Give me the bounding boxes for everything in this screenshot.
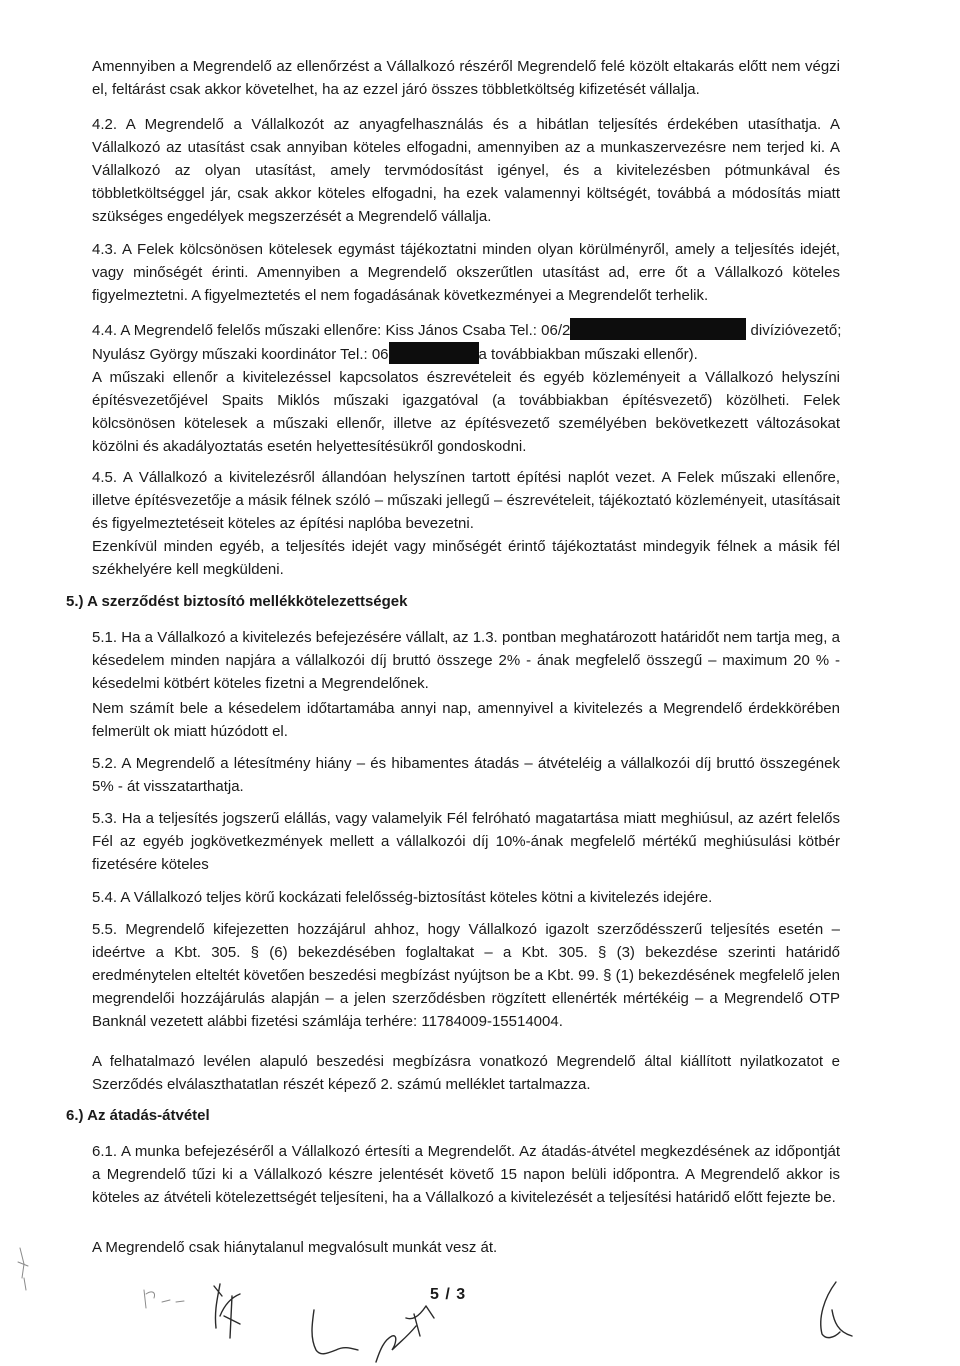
coordinator-role-text: a továbbiakban műszaki ellenőr).: [478, 346, 698, 363]
paragraph-4-3: 4.3. A Felek kölcsönösen kötelesek egymást tájékoztatni minden olyan körülményről, amely a teljesítés idejét, vagy minőségét érinti. Amennyiben a Megrendelő okszerűtlen utasítást ad, erre őt a Vállalkozó köteles figyelmeztetni. A figyelmeztetés el nem fogadásának következményei a Megrendelőt terhelik.: [92, 241, 840, 304]
paragraph-4-4-line-1: [92, 318, 840, 342]
coordinator-contact-text: Nyulász György műszaki koordinátor Tel.: 06: [92, 346, 389, 363]
engineer-contact-text: 4.4. A Megrendelő felelős műszaki ellenőre: Kiss János Csaba Tel.: 06/2: [92, 322, 571, 339]
paragraph-5-5-addendum: A felhatalmazó levélen alapuló beszedési megbízásra vonatkozó Megrendelő által kiállított nyilatkozatot e Szerződés elválaszthatatlan részét képező 2. számú melléklet tartalmazza.: [92, 1053, 840, 1093]
paragraph-4-4-line-2: [92, 342, 840, 366]
redacted-phone-2: [389, 342, 479, 364]
paragraph-5-4: 5.4. A Vállalkozó teljes körű kockázati felelősség-biztosítást köteles kötni a kivitelezés idejére.: [92, 889, 713, 906]
engineer-role-text: divízióvezető;: [750, 322, 842, 339]
section-heading-5: 5.) A szerződést biztosító mellékkötelezettségek: [66, 593, 408, 610]
initials-signature-2: [300, 1304, 380, 1364]
paragraph-5-3: 5.3. Ha a teljesítés jogszerű elállás, vagy valamelyik Fél felróható magatartása miatt meghiúsul, az azért felelős Fél az egyéb jogkövetkezmények mellett a vállalkozói díj 10%-ának megfelelő mértékű meghiúsulási kötbér fizetésére köteles: [92, 810, 840, 873]
paragraph-4-5: 4.5. A Vállalkozó a kivitelezésről állandóan helyszínen tartott építési naplót vezet. A Felek műszaki ellenőre, illetve építésvezetője a másik félnek szóló – műszaki jellegű – észrevételeit, tájékoztató közleményeit, utasításait és figyelmeztetéseit köteles az építési naplóba bevezetni.: [92, 469, 840, 532]
redacted-phone-1: [570, 318, 746, 340]
paragraph-4-4: [92, 318, 840, 458]
paragraph-6-1: 6.1. A munka befejezéséről a Vállalkozó értesíti a Megrendelőt. Az átadás-átvétel megkezdésének az időpontját a Megrendelő tűzi ki a Vállalkozó készre jelentését követő 15 napon belüli időpontra. A Megrendelő akkor is köteles az átvételi kötelezettségét teljesíteni, ha a Vállalkozó a kivitelezését a teljesítési határidő előtt fejezte be.: [92, 1143, 840, 1206]
paragraph-5-2: 5.2. A Megrendelő a létesítmény hiány – és hibamentes átadás – átvételéig a vállalkozói díj bruttó összegének 5% - át visszatarthatja.: [92, 755, 840, 795]
paragraph-4-5-addendum: Ezenkívül minden egyéb, a teljesítés idejét vagy minőségét érintő tájékoztatást mindegyik félnek a másik fél székhelyére kell megküldeni.: [92, 538, 840, 578]
page-number: 5 / 3: [430, 1286, 467, 1303]
section-heading-6: 6.) Az átadás-átvétel: [66, 1107, 210, 1124]
paragraph-4-2: 4.2. A Megrendelő a Vállalkozót az anyagfelhasználás és a hibátlan teljesítés érdekében utasíthatja. A Vállalkozó az utasítást csak annyiban köteles elfogadni, amennyiben az a munkaszervezésre nem terjed ki. A Vállalkozó az olyan utasítást, amely tervmódosítást igényel, és a kivitelezésben pótmunkával és többletköltséggel jár, csak akkor köteles elfogadni, ha ezek valamennyi költségét, továbbá a módosítás miatt szükséges engedélyek megszerzését a Megrendelő vállalja.: [92, 116, 840, 225]
initials-faint-1: [140, 1284, 190, 1314]
margin-mark-left: [14, 1244, 34, 1294]
paragraph-intro: Amennyiben a Megrendelő az ellenőrzést a Vállalkozó részéről Megrendelő felé közölt eltakarás előtt nem végzi el, feltárást csak akkor követelhet, ha az ezzel járó összes többletköltség kifizetését vállalja.: [92, 58, 840, 98]
paragraph-6-1-addendum: A Megrendelő csak hiánytalanul megvalósult munkát vesz át.: [92, 1239, 498, 1256]
initials-signature-4: [812, 1276, 862, 1346]
initials-signature-1: [200, 1276, 250, 1346]
paragraph-5-5: 5.5. Megrendelő kifejezetten hozzájárul ahhoz, hogy Vállalkozó igazolt szerződésszerű teljesítés esetén – ideértve a Kbt. 305. § (6) bekezdésében foglaltakat – a Kbt. 305. § (3) bekezdése szerinti határidő eredménytelen elteltét követően beszedési megbízást nyújtson be a Kbt. 99. § (1) bekezdésének megfelelő jelen megrendelői hozzájárulás alapján – a jelen szerződésben rögzített ellenérték mértékéig – a Megrendelő OTP Banknál vezetett alábbi fizetési számlája terhére: 11784009-15514004.: [92, 921, 840, 1030]
paragraph-4-4-rest: A műszaki ellenőr a kivitelezéssel kapcsolatos észrevételeit és egyéb közleményeit a Vállalkozó helyszíni építésvezetőjével Spaits Miklós műszaki igazgatóval (a továbbiakban építésvezető) közölheti. Felek kölcsönösen kötelesek a műszaki ellenőr, illetve az építésvezető személyében bekövetkezett változásokat közölni és akadályoztatás esetén helyettesítésükről gondoskodni.: [92, 369, 840, 455]
paragraph-5-1: 5.1. Ha a Vállalkozó a kivitelezés befejezésére vállalt, az 1.3. pontban meghatározott határidőt nem tartja meg, a késedelem minden napjára a vállalkozói díj bruttó összege 2% - ának megfelelő összegű – maximum 20 % - késedelmi kötbért köteles fizetni a Megrendelőnek.: [92, 629, 840, 692]
initials-signature-3: [370, 1296, 440, 1366]
paragraph-5-1-addendum: Nem számít bele a késedelem időtartamába annyi nap, amennyivel a kivitelezés a Megrendelő érdekkörében felmerült ok miatt húzódott el.: [92, 700, 840, 740]
